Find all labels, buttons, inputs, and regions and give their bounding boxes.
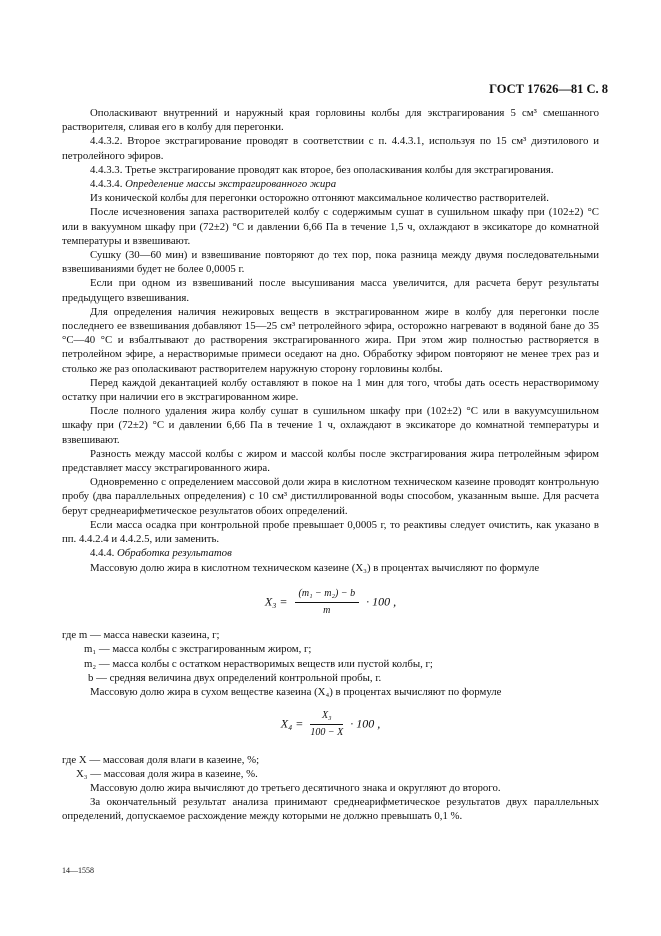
paragraph: Ополаскивают внутренний и наружный края горловины колбы для экстрагирования 5 см³ смешанного растворителя, сливая его в колбу для перегонки. [62,107,599,134]
variable-legend [62,628,599,685]
legend-line: m₂ — масса колбы с остатком нерастворимых веществ или пустой колбы, г; [84,657,433,670]
formula-tail: · 100 , [350,716,381,731]
section-heading-4434 [62,177,599,191]
paragraph: За окончательный результат анализа принимают среднеарифметическое результатов двух параллельных определений, допускаемое расхождение между которыми не должно превышать 0,1 %. [62,796,599,823]
formula-x3 [62,587,599,618]
paragraph: Перед каждой декантацией колбу оставляют в покое на 1 мин для того, чтобы дать осесть нерастворимому остатку при наличии его в экстрагированном жире. [62,376,599,404]
legend-line: где X — массовая доля влаги в казеине, %; [62,753,260,766]
legend-line: b — средняя величина двух определений контрольной пробы, г. [88,671,382,684]
formula-denominator: 100 − X [310,727,344,739]
paragraph: Для определения наличия нежировых веществ в экстрагированном жире в колбу для перегонки после последнего ее взвешивания добавляют 15—25 см³ петролейного эфира, осторожно нагревают в водяной бане до 35 °С—40 °С и взбалтывают до растворения экстрагированного жира. При этом жир полностью растворяется в петролейном эфире, а нерастворимые примеси оседают на дно. Обработку эфиром повторяют не менее трех раз и столько же раз ополаскивают растворителем наружную сторону горловины колбы. [62,305,599,375]
formula-tail: · 100 , [366,594,397,609]
paragraph: После полного удаления жира колбу сушат в сушильном шкафу при (102±2) °С или в вакуумсушильном шкафу при (72±2) °С и давлении 6,66 Па в течение 1 ч, охлаждают в эксикаторе до комнатной температуры и взвешивают. [62,405,599,446]
formula-lhs: X₄ = [280,716,304,731]
formula-numerator: (m₁ − m₂) − b [295,587,360,603]
formula-intro: Массовую долю жира в сухом веществе казеина (X₄) в процентах вычисляют по формуле [90,685,502,698]
legend-line: X₃ — массовая доля жира в казеине, %. [76,767,258,780]
paragraph: Массовую долю жира вычисляют до третьего десятичного знака и округляют до второго. [90,781,501,794]
legend-line: где m — масса навески казеина, г; [62,629,220,642]
section-title: Определение массы экстрагированного жира [125,178,337,191]
paragraph: 4.4.3.3. Третье экстрагирование проводят как второе, без ополаскивания колбы для экстрагирования. [90,163,554,176]
formula-fraction [295,587,360,618]
section-title: Обработка результатов [117,547,232,560]
paragraph: Одновременно с определением массовой доли жира в кислотном техническом казеине проводят контрольную пробу (два параллельных определения) с 10 см³ дистиллированной воды способом, указанным выше. Для расчета берут среднеарифметическое результатов обоих определений. [62,476,599,517]
paragraph: 4.4.3.2. Второе экстрагирование проводят в соответствии с п. 4.4.3.1, используя по 15 см³ диэтилового и петролейного эфиров. [62,135,599,162]
formula-x4 [62,709,599,740]
formula-intro: Массовую долю жира в кислотном техническом казеине (X₃) в процентах вычисляют по формуле [90,561,540,574]
document-body [62,106,599,824]
paragraph: После исчезновения запаха растворителей колбу с содержимым сушат в сушильном шкафу при (102±2) °С или в вакуумном шкафу при (72±2) °С и давлении 6,66 Па в течение 1,5 ч, охлаждают в эксикаторе до комнатной температуры и взвешивают. [62,206,599,247]
legend-line: m₁ — масса колбы с экстрагированным жиром, г; [84,643,312,656]
paragraph: Из конической колбы для перегонки осторожно отгоняют максимальное количество растворителей. [90,192,549,205]
section-number: 4.4.4. [90,547,115,560]
page-header: ГОСТ 17626—81 С. 8 [489,82,608,96]
formula-denominator: m [323,604,331,616]
section-number: 4.4.3.4. [90,178,123,191]
variable-legend [62,753,599,781]
formula-fraction [310,709,343,740]
formula-numerator: X₃ [310,709,343,725]
paragraph: Разность между массой колбы с жиром и массой колбы после экстрагирования жира петролейным эфиром представляет массу экстрагированного жира. [62,447,599,475]
paragraph: Сушку (30—60 мин) и взвешивание повторяют до тех пор, пока разница между двумя последовательными взвешиваниями будет не более 0,0005 г. [62,249,599,276]
paragraph: Если масса осадка при контрольной пробе превышает 0,0005 г, то реактивы следует очистить, как указано в пп. 4.4.2.4 и 4.4.2.5, или заменить. [62,518,599,546]
page-footer: 14—1558 [62,866,94,875]
formula-lhs: X₃ = [264,594,288,609]
paragraph: Если при одном из взвешиваний после высушивания масса увеличится, для расчета берут результаты предыдущего взвешивания. [62,277,599,304]
section-heading-444 [62,546,599,560]
